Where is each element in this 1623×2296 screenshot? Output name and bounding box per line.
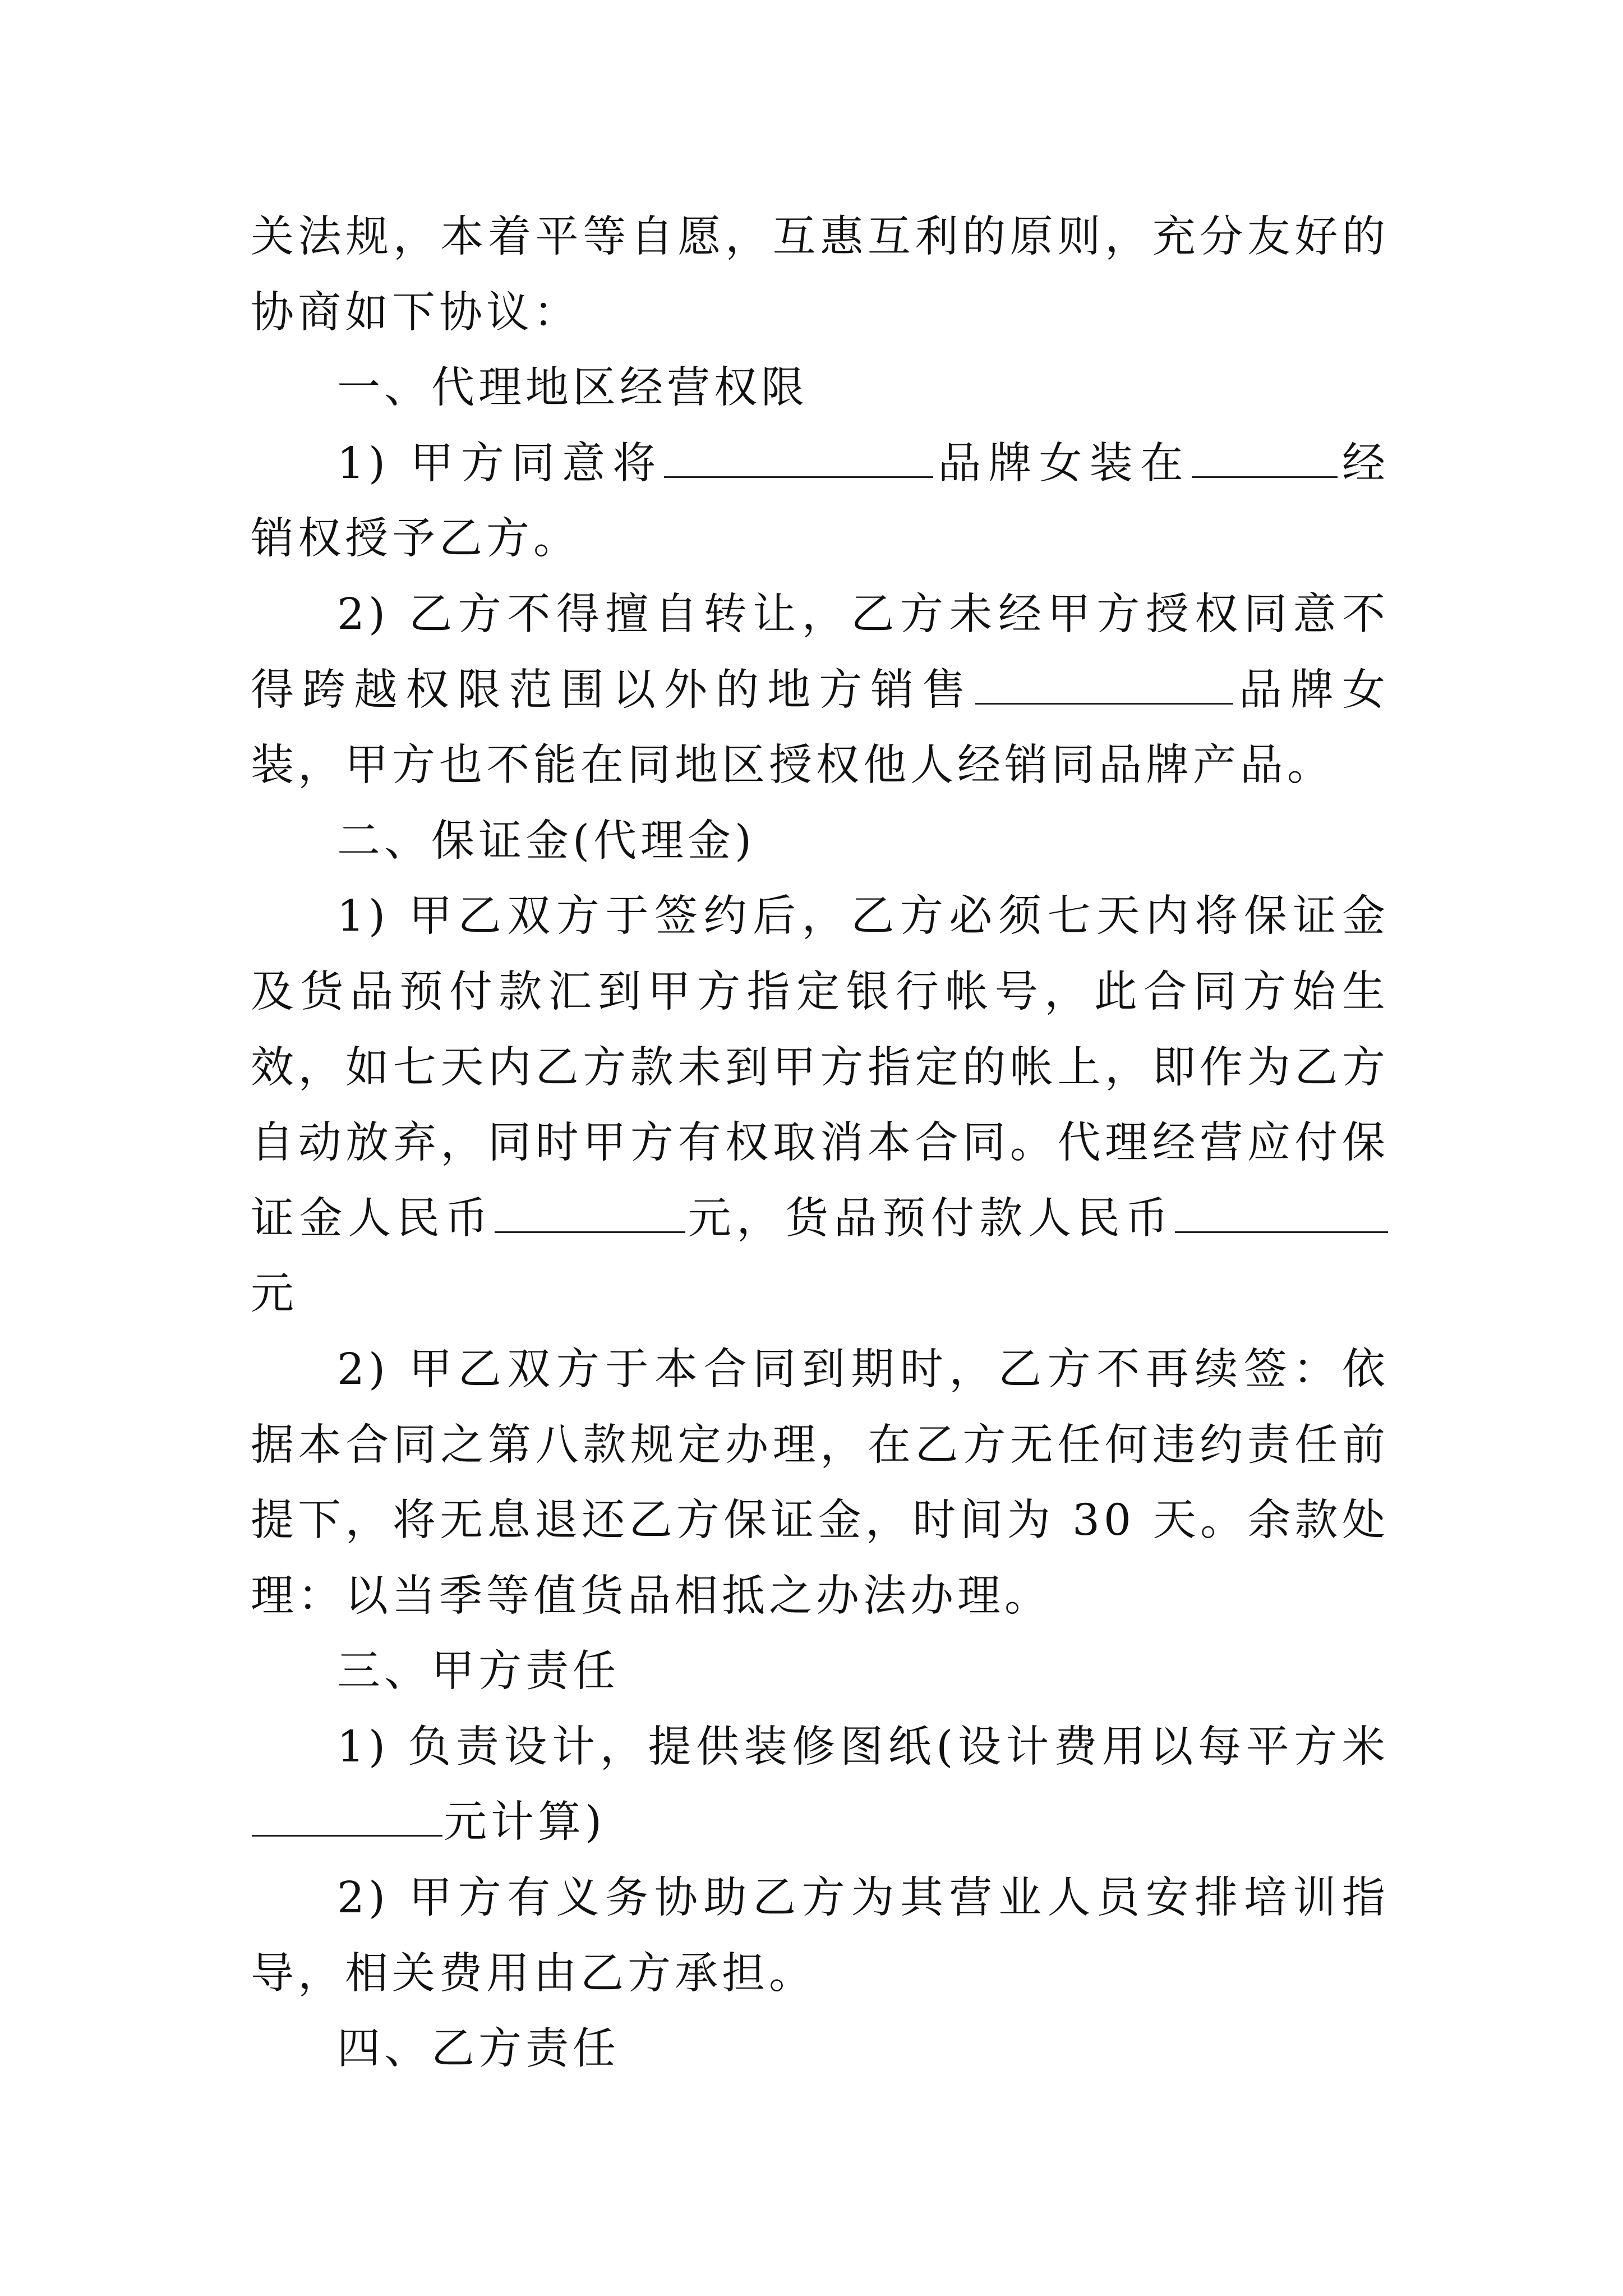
text-segment: 元计算) [444, 1797, 606, 1848]
section-2-item-1 [251, 879, 1389, 1332]
brand-name-blank[interactable] [664, 435, 933, 478]
text-segment: 品牌女装在 [934, 438, 1191, 489]
section-3-heading: 三、甲方责任 [337, 1646, 620, 1697]
text-segment: 1) 甲乙双方于签约后，乙方必须七天内将保证金及货品预付款汇到甲方指定银行帐号，此合同方始生效，如七天内乙方款未到甲方指定的帐上，即作为乙方自动放弃，同时甲方有权取消本合同。代理经营应付保证金人民币 [251, 891, 1389, 1244]
prepayment-amount-blank[interactable] [1175, 1190, 1388, 1233]
text-segment: 品牌女装，甲方也不能在同地区授权他人经销同品牌产品。 [251, 665, 1390, 791]
intro-text: 关法规，本着平等自愿，互惠互利的原则，充分友好的协商如下协议： [251, 212, 1389, 338]
text-segment: 元，货品预付款人民币 [686, 1193, 1174, 1244]
section-2-heading: 二、保证金(代理金) [337, 816, 756, 866]
intro-paragraph [251, 200, 1389, 351]
text-segment: 2) 乙方不得擅自转让，乙方未经甲方授权同意不得跨越权限范围以外的地方销售 [251, 589, 1389, 715]
section-1-heading: 一、代理地区经营权限 [337, 363, 808, 413]
text-segment: 1) 甲方同意将 [337, 438, 663, 489]
brand-name-blank-2[interactable] [975, 661, 1233, 704]
text-segment: 元 [251, 1269, 298, 1319]
text-segment: 经销权授予乙方。 [251, 438, 1390, 564]
section-2-item-2: 2) 甲乙双方于本合同到期时，乙方不再续签：依据本合同之第八款规定办理，在乙方无任何违约责任前提下，将无息退还乙方保证金，时间为 30 天。余款处理：以当季等值货品相抵之办法办理。 [251, 1344, 1389, 1621]
section-1-item-2 [251, 577, 1389, 804]
section-3-item-2: 2) 甲方有义务协助乙方为其营业人员安排培训指导，相关费用由乙方承担。 [251, 1873, 1389, 1999]
design-fee-blank[interactable] [252, 1794, 442, 1837]
text-segment: 1) 负责设计，提供装修图纸(设计费用以每平方米 [337, 1722, 1389, 1772]
region-blank[interactable] [1192, 435, 1338, 478]
section-3-item-1 [251, 1710, 1389, 1861]
section-1-item-1 [251, 426, 1389, 577]
contract-body [251, 200, 1389, 2087]
section-4-heading: 四、乙方责任 [337, 2024, 620, 2074]
deposit-amount-blank[interactable] [495, 1190, 685, 1233]
